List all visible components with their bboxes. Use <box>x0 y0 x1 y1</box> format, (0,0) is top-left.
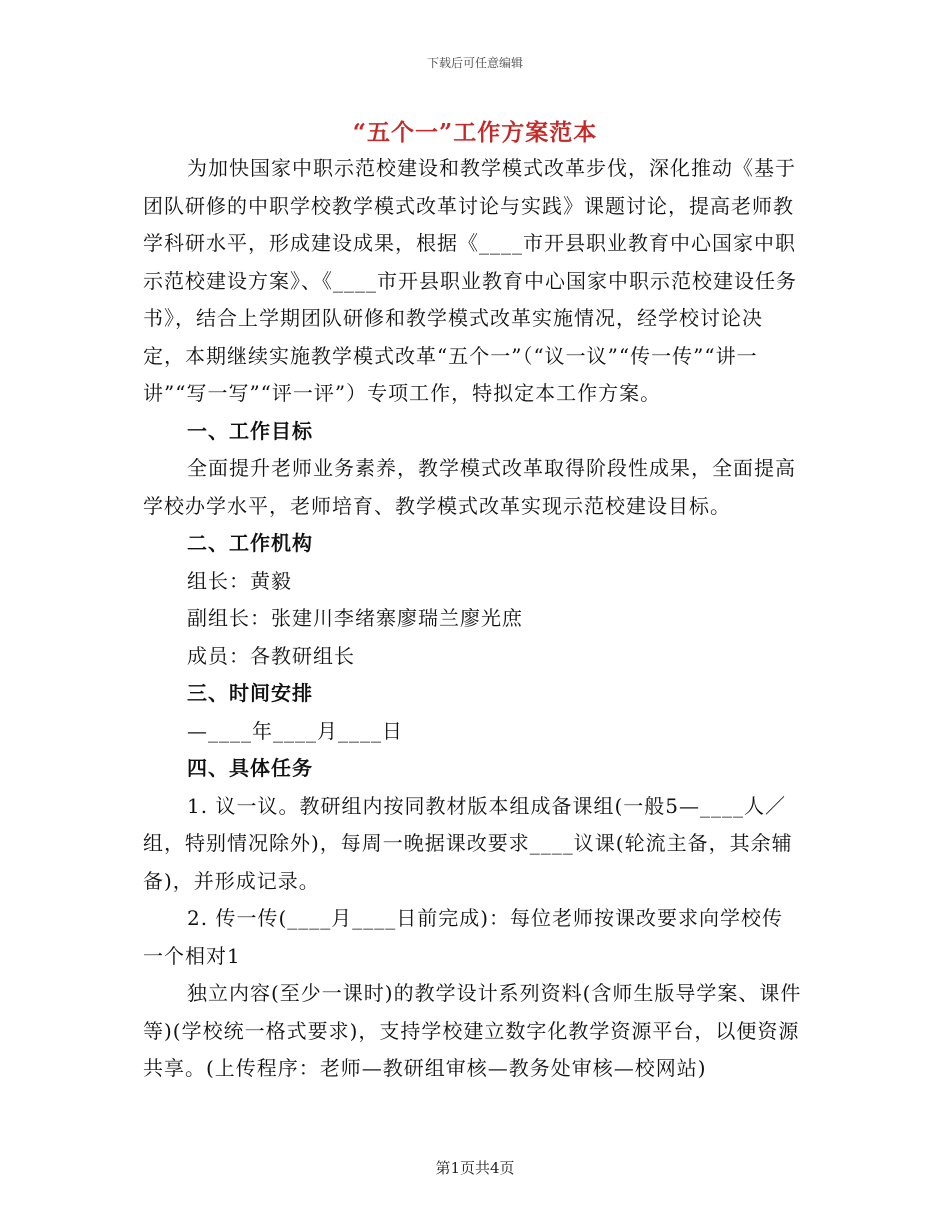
intro-paragraph: 为加快国家中职示范校建设和教学模式改革步伐，深化推动《基于团队研修的中职学校教学模式改革讨论与实践》课题讨论，提高老师教学科研水平，形成建设成果，根据《____市开县职业教育中心国家中职示范校建设方案》、《____市开县职业教育中心国家中职示范校建设任务书》，结合上学期团队研修和教学模式改革实施情况，经学校讨论决定，本期继续实施教学模式改革“五个一”（“议一议”“传一传”“讲一讲”“写一写”“评一评”）专项工作，特拟定本工作方案。 <box>143 156 797 405</box>
section-heading-goals: 一、工作目标 <box>187 418 313 443</box>
section-heading-tasks: 四、具体任务 <box>187 756 313 780</box>
document-title: “五个一”工作方案范本 <box>352 119 598 146</box>
schedule-date: —____年____月____日 <box>187 718 403 743</box>
task-1-paragraph: 1. 议一议。教研组内按同教材版本组成备课组(一般5—____人／组，特别情况除外)，每周一晚据课改要求____议课(轮流主备，其余辅备)，并形成记录。 <box>143 793 793 893</box>
task-2-paragraph: 2. 传一传(____月____日前完成)：每位老师按课改要求向学校传一个相对1 <box>143 906 784 968</box>
section-heading-schedule: 三、时间安排 <box>187 681 313 705</box>
document-body <box>143 150 803 1088</box>
task-2-continued-paragraph: 独立内容(至少一课时)的教学设计系列资料(含师生版导学案、课件等)(学校统一格式要求)，支持学校建立数字化教学资源平台，以便资源共享。(上传程序：老师—教研组审核—教务处审核—校网站) <box>143 981 802 1080</box>
page-number: 第1页共4页 <box>435 1159 515 1177</box>
page-header-note: 下载后可任意编辑 <box>426 56 523 70</box>
goals-paragraph: 全面提升老师业务素养，教学模式改革取得阶段性成果，全面提高学校办学水平，老师培育、教学模式改革实现示范校建设目标。 <box>143 456 796 518</box>
section-heading-organization: 二、工作机构 <box>187 531 313 555</box>
org-members: 成员：各教研组长 <box>187 643 355 668</box>
org-leader: 组长：黄毅 <box>187 568 292 593</box>
org-deputy: 副组长：张建川李绪寨廖瑞兰廖光庶 <box>187 606 523 630</box>
